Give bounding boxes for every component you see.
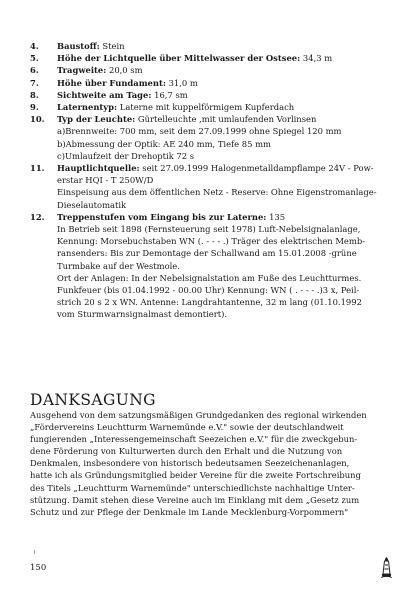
item-label: Höhe der Lichtquelle über Mittelwasser der Ostsee: xyxy=(57,53,301,64)
list-item xyxy=(30,40,400,52)
acknowledgement-paragraph xyxy=(30,409,390,518)
item-text: 31,0 m xyxy=(165,77,198,88)
item-line xyxy=(57,101,400,113)
item-text: erstar HQI - T 250W/D xyxy=(57,175,154,186)
item-text: Funkfeuer (bis 01.04.1992 - 00.00 Uhr) Kennung: WN ( . - - - .)3 x, Peil- xyxy=(57,285,360,296)
section-heading: DANKSAGUNG xyxy=(30,390,156,409)
paragraph-line: Schutz und zur Pflege der Denkmale im Lande Mecklenburg-Vorpommern" xyxy=(30,506,349,517)
item-line xyxy=(57,113,400,125)
item-text: Gürtelleuchte ,mit umlaufenden Vorlinsen xyxy=(135,114,317,125)
item-number: 11. xyxy=(30,163,45,174)
paragraph-line: hatte ich als Gründungsmitglied beider Vereine für die zweite Fortschreibung xyxy=(30,470,361,481)
item-line xyxy=(57,211,400,223)
paragraph-line: des Titels „Leuchtturm Warnemünde" unterschiedlichste nachhaltige Unter- xyxy=(30,482,355,493)
item-text: Dieselautomatik xyxy=(57,199,127,210)
item-text: seit 27.09.1999 Halogenmetalldampflampe 24V - Pow- xyxy=(139,163,374,174)
item-text: Ort der Anlagen: In der Nebelsignalstation am Fuße des Leuchtturmes. xyxy=(57,272,362,283)
item-number: 6. xyxy=(30,65,39,76)
item-text: b)Abmessung der Optik: AE 240 mm, Tiefe 85 mm xyxy=(57,138,271,149)
item-label: Höhe über Fundament: xyxy=(57,77,166,88)
paragraph-line: Denkmalen, insbesondere von historisch bedeutsamen Seezeichenanlagen, xyxy=(30,458,350,469)
item-text: Kennung: Morsebuchstaben WN (. - - - .) Träger des elektrischen Memb- xyxy=(57,236,366,247)
item-label: Tragweite: xyxy=(57,65,107,76)
item-text: c)Umlaufzeit der Drehoptik 72 s xyxy=(57,150,195,161)
item-line xyxy=(57,296,400,308)
item-text: 135 xyxy=(266,211,286,222)
item-text: Einspeisung aus dem öffentlichen Netz - Reserve: Ohne Eigenstromanlage- xyxy=(57,187,377,198)
item-line xyxy=(57,235,400,247)
paragraph-line: fungierenden „Interessengemeinschaft Seezeichen e.V." für die zweckgebun- xyxy=(30,434,358,445)
item-label: Sichtweite am Tage: xyxy=(57,89,152,100)
item-line xyxy=(57,89,400,101)
item-line xyxy=(57,162,400,174)
paragraph-line: Ausgehend von dem satzungsmäßigen Grundgedanken des regional wirkenden xyxy=(30,410,367,420)
item-text: 16,7 sm xyxy=(151,89,188,100)
item-line xyxy=(57,174,400,186)
list-item xyxy=(30,64,400,76)
item-line xyxy=(57,284,400,296)
item-number: 9. xyxy=(30,102,39,113)
item-text: 20,0 sm xyxy=(106,65,143,76)
paragraph-line: stützung. Damit stehen diese Vereine auch im Einklang mit dem „Gesetz zum xyxy=(30,494,360,505)
item-text: strich 20 s 2 x WN. Antenne: Langdrahtantenne, 32 m lang (01.10.1992 xyxy=(57,297,362,308)
list-item xyxy=(30,89,400,101)
list-item xyxy=(30,162,400,211)
item-number: 4. xyxy=(30,41,39,51)
item-number: 12. xyxy=(30,211,45,222)
item-label: Typ der Leuchte: xyxy=(57,114,136,125)
item-text: In Betrieb seit 1898 (Fernsteuerung seit 1978) Luft-Nebelsignalanlage, xyxy=(57,224,361,235)
item-label: Baustoff: xyxy=(57,41,100,51)
item-line xyxy=(57,260,400,272)
item-line xyxy=(57,223,400,235)
list-item xyxy=(30,77,400,89)
item-text: ransenders: Bis zur Demontage der Schallwand am 15.01.2008 -grüne xyxy=(57,248,357,259)
item-line xyxy=(57,77,400,89)
paragraph-line: „Fördervereins Leuchtturm Warnemünde e.V." sowie der deutschlandweit xyxy=(30,422,344,433)
item-number: 7. xyxy=(30,77,39,88)
item-text: a)Brennweite: 700 mm, seit dem 27.09.1999 ohne Spiegel 120 mm xyxy=(57,126,342,137)
item-text: Stein xyxy=(99,41,125,51)
item-line xyxy=(57,52,400,64)
item-text: vom Sturmwarnsignalmast demontiert). xyxy=(57,309,228,320)
item-label: Hauptlichtquelle: xyxy=(57,163,140,174)
item-text: Laterne mit kuppelförmigem Kupferdach xyxy=(117,102,295,113)
item-line xyxy=(57,64,400,76)
item-line xyxy=(57,272,400,284)
item-label: Treppenstufen vom Eingang bis zur Laterne: xyxy=(57,211,267,222)
item-text: Turmbake auf der Westmole. xyxy=(57,260,180,271)
margin-mark xyxy=(34,550,35,554)
item-line xyxy=(57,247,400,259)
item-number: 5. xyxy=(30,53,39,64)
item-label: Laternentyp: xyxy=(57,102,118,113)
item-line xyxy=(57,40,400,52)
item-text: 34,3 m xyxy=(300,53,333,64)
list-item xyxy=(30,101,400,113)
page-number: 150 xyxy=(30,563,47,573)
item-number: 8. xyxy=(30,89,39,100)
specification-list xyxy=(30,40,400,321)
item-line xyxy=(57,150,400,162)
item-line xyxy=(57,138,400,150)
item-line xyxy=(57,186,400,198)
item-number: 10. xyxy=(30,114,45,125)
list-item xyxy=(30,211,400,321)
paragraph-line: dene Förderung von Kulturwerten durch den Erhalt und die Nutzung von xyxy=(30,446,343,457)
list-item xyxy=(30,113,400,162)
item-line xyxy=(57,125,400,137)
lighthouse-emblem-icon xyxy=(380,556,393,578)
item-line xyxy=(57,199,400,211)
list-item xyxy=(30,52,400,64)
item-line xyxy=(57,308,400,320)
